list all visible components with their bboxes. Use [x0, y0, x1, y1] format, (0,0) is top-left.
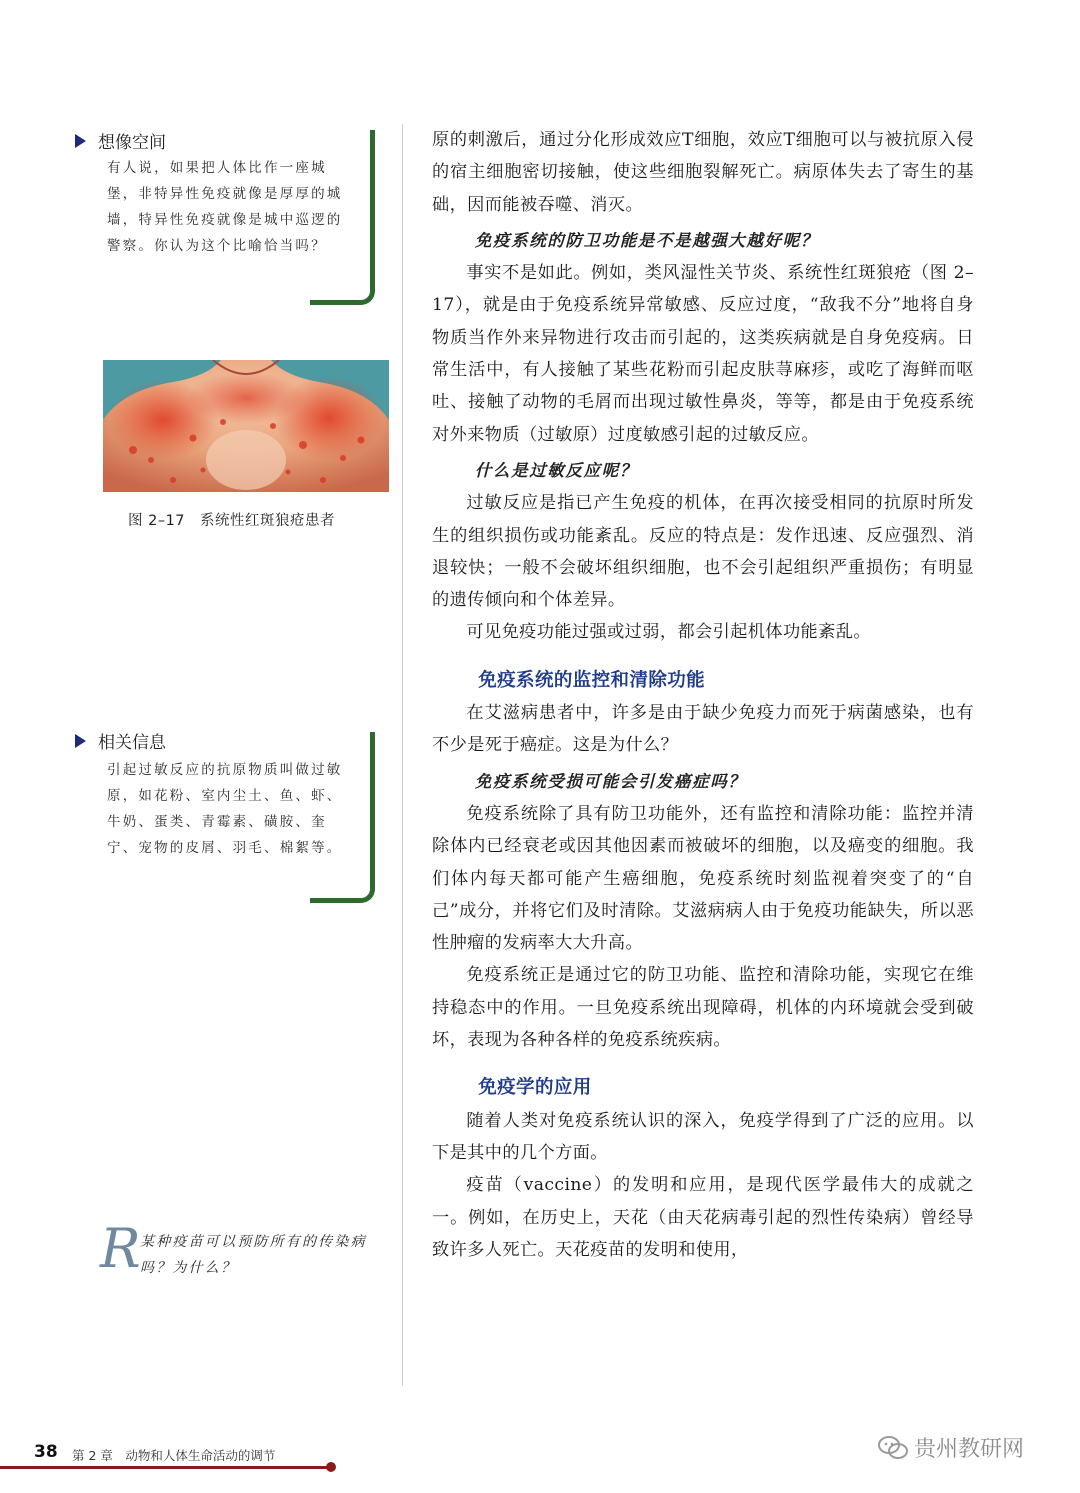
paragraph: 原的刺激后，通过分化形成效应T细胞，效应T细胞可以与被抗原入侵的宿主细胞密切接触，使这些细胞裂解死亡。病原体失去了寄生的基础，因而能被吞噬、消灭。 — [432, 130, 974, 215]
think-question-text: 某种疫苗可以预防所有的传染病吗？为什么？ — [140, 1234, 367, 1276]
wechat-icon — [878, 1435, 908, 1461]
paragraph: 在艾滋病患者中，许多是由于缺少免疫力而死于病菌感染，也有不少是死于癌症。这是为什么？ — [432, 703, 974, 756]
column-divider — [402, 124, 403, 1386]
related-info-box — [75, 728, 375, 902]
paragraph: 疫苗（vaccine）的发明和应用，是现代医学最伟大的成就之一。例如，在历史上，天花（由天花病毒引起的烈性传染病）曾经导致许多人死亡。天花疫苗的发明和使用， — [432, 1175, 974, 1260]
watermark-text: 贵州教研网 — [914, 1437, 1025, 1462]
question-heading: 免疫系统受损可能会引发癌症吗？ — [474, 771, 747, 791]
chapter-title: 第 2 章 动物和人体生命活动的调节 — [72, 1448, 276, 1463]
green-box-border — [310, 130, 375, 305]
imagination-heading: 想像空间 — [75, 128, 375, 153]
figure-photo — [103, 360, 389, 492]
paragraph: 免疫系统正是通过它的防卫功能、监控和清除功能，实现它在维持稳态中的作用。一旦免疫系统出现障碍，机体的内环境就会受到破坏，表现为各种各样的免疫系统疾病。 — [432, 965, 974, 1051]
related-info-heading: 相关信息 — [75, 728, 375, 753]
triangle-bullet-icon — [75, 734, 86, 748]
page-number: 38 — [34, 1442, 58, 1462]
section-heading: 免疫学的应用 — [478, 1077, 592, 1099]
question-heading: 什么是过敏反应呢？ — [474, 460, 638, 480]
green-box-border — [310, 732, 375, 903]
imagination-text: 有人说，如果把人体比作一座城堡，非特异性免疫就像是厚厚的城墙，特异性免疫就像是城中巡逻的警察。你认为这个比喻恰当吗？ — [107, 160, 343, 254]
paragraph: 过敏反应是指已产生免疫的机体，在再次接受相同的抗原时所发生的组织损伤或功能紊乱。反应的特点是：发作迅速、反应强烈、消退较快；一般不会破坏组织细胞，也不会引起组织严重损伤；有明显的遗传倾向和个体差异。 — [432, 493, 974, 611]
figure-caption: 图 2–17 系统性红斑狼疮患者 — [128, 513, 336, 529]
think-box — [100, 1217, 390, 1285]
section-heading: 免疫系统的监控和清除功能 — [478, 669, 706, 691]
watermark — [878, 1432, 1024, 1463]
imagination-box — [75, 128, 375, 306]
question-heading: 免疫系统的防卫功能是不是越强大越好呢？ — [474, 230, 819, 250]
lupus-patient-image — [103, 360, 389, 492]
decorative-r-icon: R — [100, 1217, 141, 1280]
paragraph: 免疫系统除了具有防卫功能外，还有监控和清除功能：监控并清除体内已经衰老或因其他因素而被破坏的细胞，以及癌变的细胞。我们体内每天都可能产生癌细胞，免疫系统时刻监视着突变了的“自己”成分，并将它们及时清除。艾滋病病人由于免疫功能缺失，所以恶性肿瘤的发病率大大升高。 — [432, 803, 974, 954]
related-info-text: 引起过敏反应的抗原物质叫做过敏原，如花粉、室内尘土、鱼、虾、牛奶、蛋类、青霉素、磺胺、奎宁、宠物的皮屑、羽毛、棉絮等。 — [107, 762, 343, 856]
footer-dot — [326, 1462, 336, 1472]
main-column — [432, 124, 974, 1266]
footer-rule — [0, 1466, 330, 1469]
paragraph: 可见免疫功能过强或过弱，都会引起机体功能紊乱。 — [466, 622, 871, 643]
triangle-bullet-icon — [75, 134, 86, 148]
paragraph: 事实不是如此。例如，类风湿性关节炎、系统性红斑狼疮（图 2–17），就是由于免疫系统异常敏感、反应过度，“敌我不分”地将自身物质当作外来异物进行攻击而引起的，这类疾病就是自身免疫病。日常生活中，有人接触了某些花粉而引起皮肤荨麻疹，或吃了海鲜而呕吐、接触了动物的毛屑而出现过敏性鼻炎，等等，都是由于免疫系统对外来物质（过敏原）过度敏感引起的过敏反应。 — [432, 263, 974, 445]
paragraph: 随着人类对免疫系统认识的深入，免疫学得到了广泛的应用。以下是其中的几个方面。 — [432, 1110, 974, 1163]
